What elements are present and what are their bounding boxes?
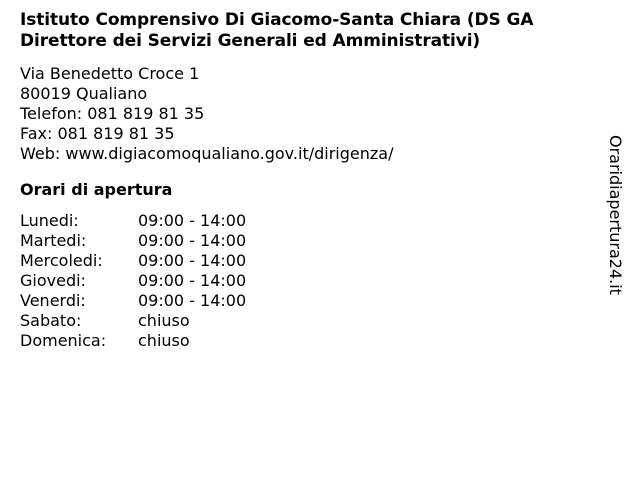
hours-row-saturday bbox=[20, 311, 246, 331]
day-label: Martedi: bbox=[20, 231, 87, 250]
institution-name: Istituto Comprensivo Di Giacomo-Santa Chiara (DS GA Direttore dei Servizi Generali ed Amministrativi) bbox=[20, 10, 534, 51]
day-hours: 09:00 - 14:00 bbox=[138, 271, 247, 290]
day-label: Lunedi: bbox=[20, 211, 79, 230]
opening-hours-heading: Orari di apertura bbox=[20, 180, 173, 199]
brand-watermark: Oraridiapertura24.it bbox=[606, 135, 625, 295]
hours-row-wednesday bbox=[20, 251, 246, 271]
phone-number: Telefon: 081 819 81 35 bbox=[20, 104, 205, 123]
day-hours: chiuso bbox=[138, 331, 190, 350]
website: Web: www.digiacomoqualiano.gov.it/dirigenza/ bbox=[20, 144, 394, 163]
day-hours: 09:00 - 14:00 bbox=[138, 291, 247, 310]
hours-row-thursday bbox=[20, 271, 246, 291]
day-label: Giovedi: bbox=[20, 271, 86, 290]
hours-row-sunday bbox=[20, 331, 246, 351]
hours-row-tuesday bbox=[20, 231, 246, 251]
day-hours: 09:00 - 14:00 bbox=[138, 251, 247, 270]
day-hours: chiuso bbox=[138, 311, 190, 330]
day-hours: 09:00 - 14:00 bbox=[138, 211, 247, 230]
day-hours: 09:00 - 14:00 bbox=[138, 231, 247, 250]
day-label: Domenica: bbox=[20, 331, 107, 350]
city-address: 80019 Qualiano bbox=[20, 84, 148, 103]
day-label: Venerdi: bbox=[20, 291, 86, 310]
business-card bbox=[20, 10, 610, 351]
contact-block bbox=[20, 64, 610, 164]
fax-number: Fax: 081 819 81 35 bbox=[20, 124, 175, 143]
day-label: Sabato: bbox=[20, 311, 82, 330]
day-label: Mercoledi: bbox=[20, 251, 103, 270]
hours-row-monday bbox=[20, 211, 246, 231]
street-address: Via Benedetto Croce 1 bbox=[20, 64, 200, 83]
hours-row-friday bbox=[20, 291, 246, 311]
opening-hours-table bbox=[20, 211, 246, 351]
